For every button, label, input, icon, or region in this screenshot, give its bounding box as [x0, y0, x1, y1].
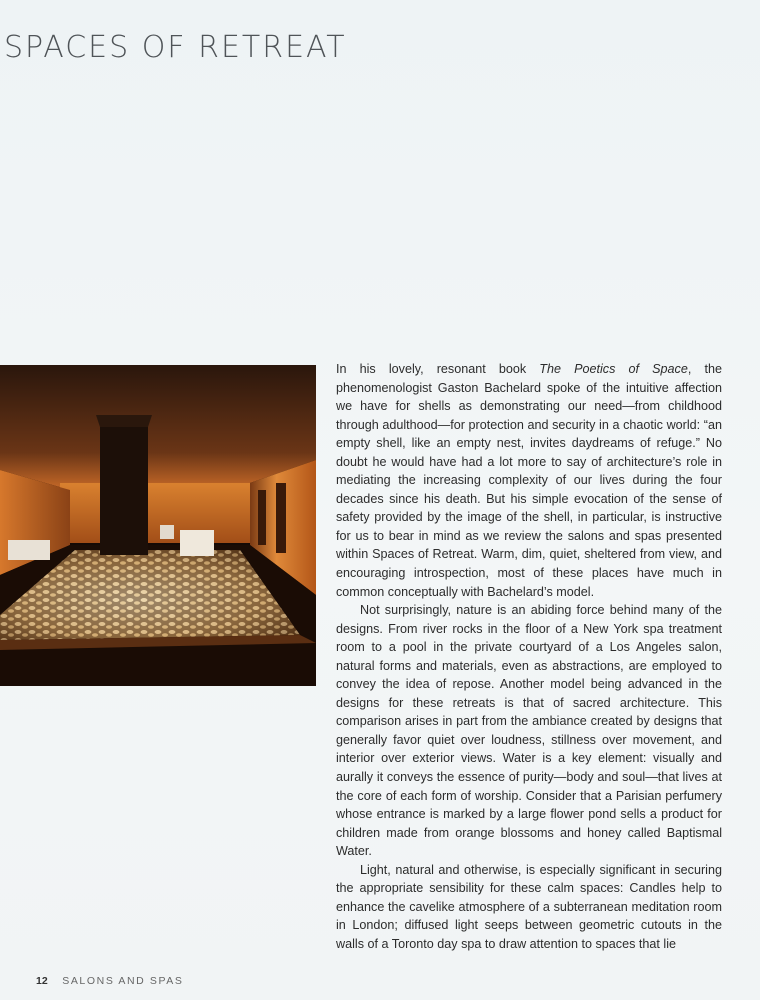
page-number: 12 — [36, 975, 48, 987]
section-name: SALONS AND SPAS — [62, 975, 184, 987]
book-title: The Poetics of Space — [539, 362, 688, 376]
paragraph-3: Light, natural and otherwise, is especially significant in securing the appropriate sensibility for these calm spaces: Candles help to enhance the cavelike atmosphere of a subterranean meditation room in London; diffused light seeps between geometric cutouts in the walls of a Toronto day spa to draw attention to spaces that lie — [336, 862, 722, 951]
photo-illustration — [0, 365, 316, 686]
paragraph-2: Not surprisingly, nature is an abiding force behind many of the designs. From river rocks in the floor of a New York spa treatment room to a pool in the private courtyard of a Los Angeles salon, natural forms and materials, even as abstractions, are employed to convey the idea of repose. Another model being advanced in the designs for these retreats is that of sacred architecture. This comparison arises in part from the ambiance created by designs that generally favor quiet over loudness, stillness over movement, and interior over exterior views. Water is a key element: visually and aurally it conveys the essence of purity—body and soul—that lives at the core of each form of worship. Consider that a Parisian perfumery whose entrance is marked by a large flower pond sells a product for children made from orange blossoms and honey called Baptismal Water. — [336, 603, 722, 859]
spa-interior-photo — [0, 365, 316, 686]
page-footer — [36, 975, 183, 987]
article-body — [336, 360, 722, 954]
paragraph-1 — [336, 360, 722, 601]
page-title: SPACES OF RETREAT — [4, 30, 347, 65]
paragraph-1-lead: In his lovely, resonant book — [336, 362, 540, 376]
paragraph-1-rest: , the phenomenologist Gaston Bachelard spoke of the intuitive affection we have for shells as demonstrating our need—from childhood through adulthood—for protection and security in a chaotic world: “an empty shell, like an empty nest, invites daydreams of refuge.” No doubt he would have had a lot more to say of architecture’s role in mediating the increasing complexity of our lives during the four decades since his death. But his simple evocation of the sense of safety provided by the image of the shell, in particular, is instructive for us to bear in mind as we review the salons and spas presented within Spaces of Retreat. Warm, dim, quiet, sheltered from view, and encouraging introspection, most of these places have much in common conceptually with Bachelard’s model. — [336, 362, 722, 599]
